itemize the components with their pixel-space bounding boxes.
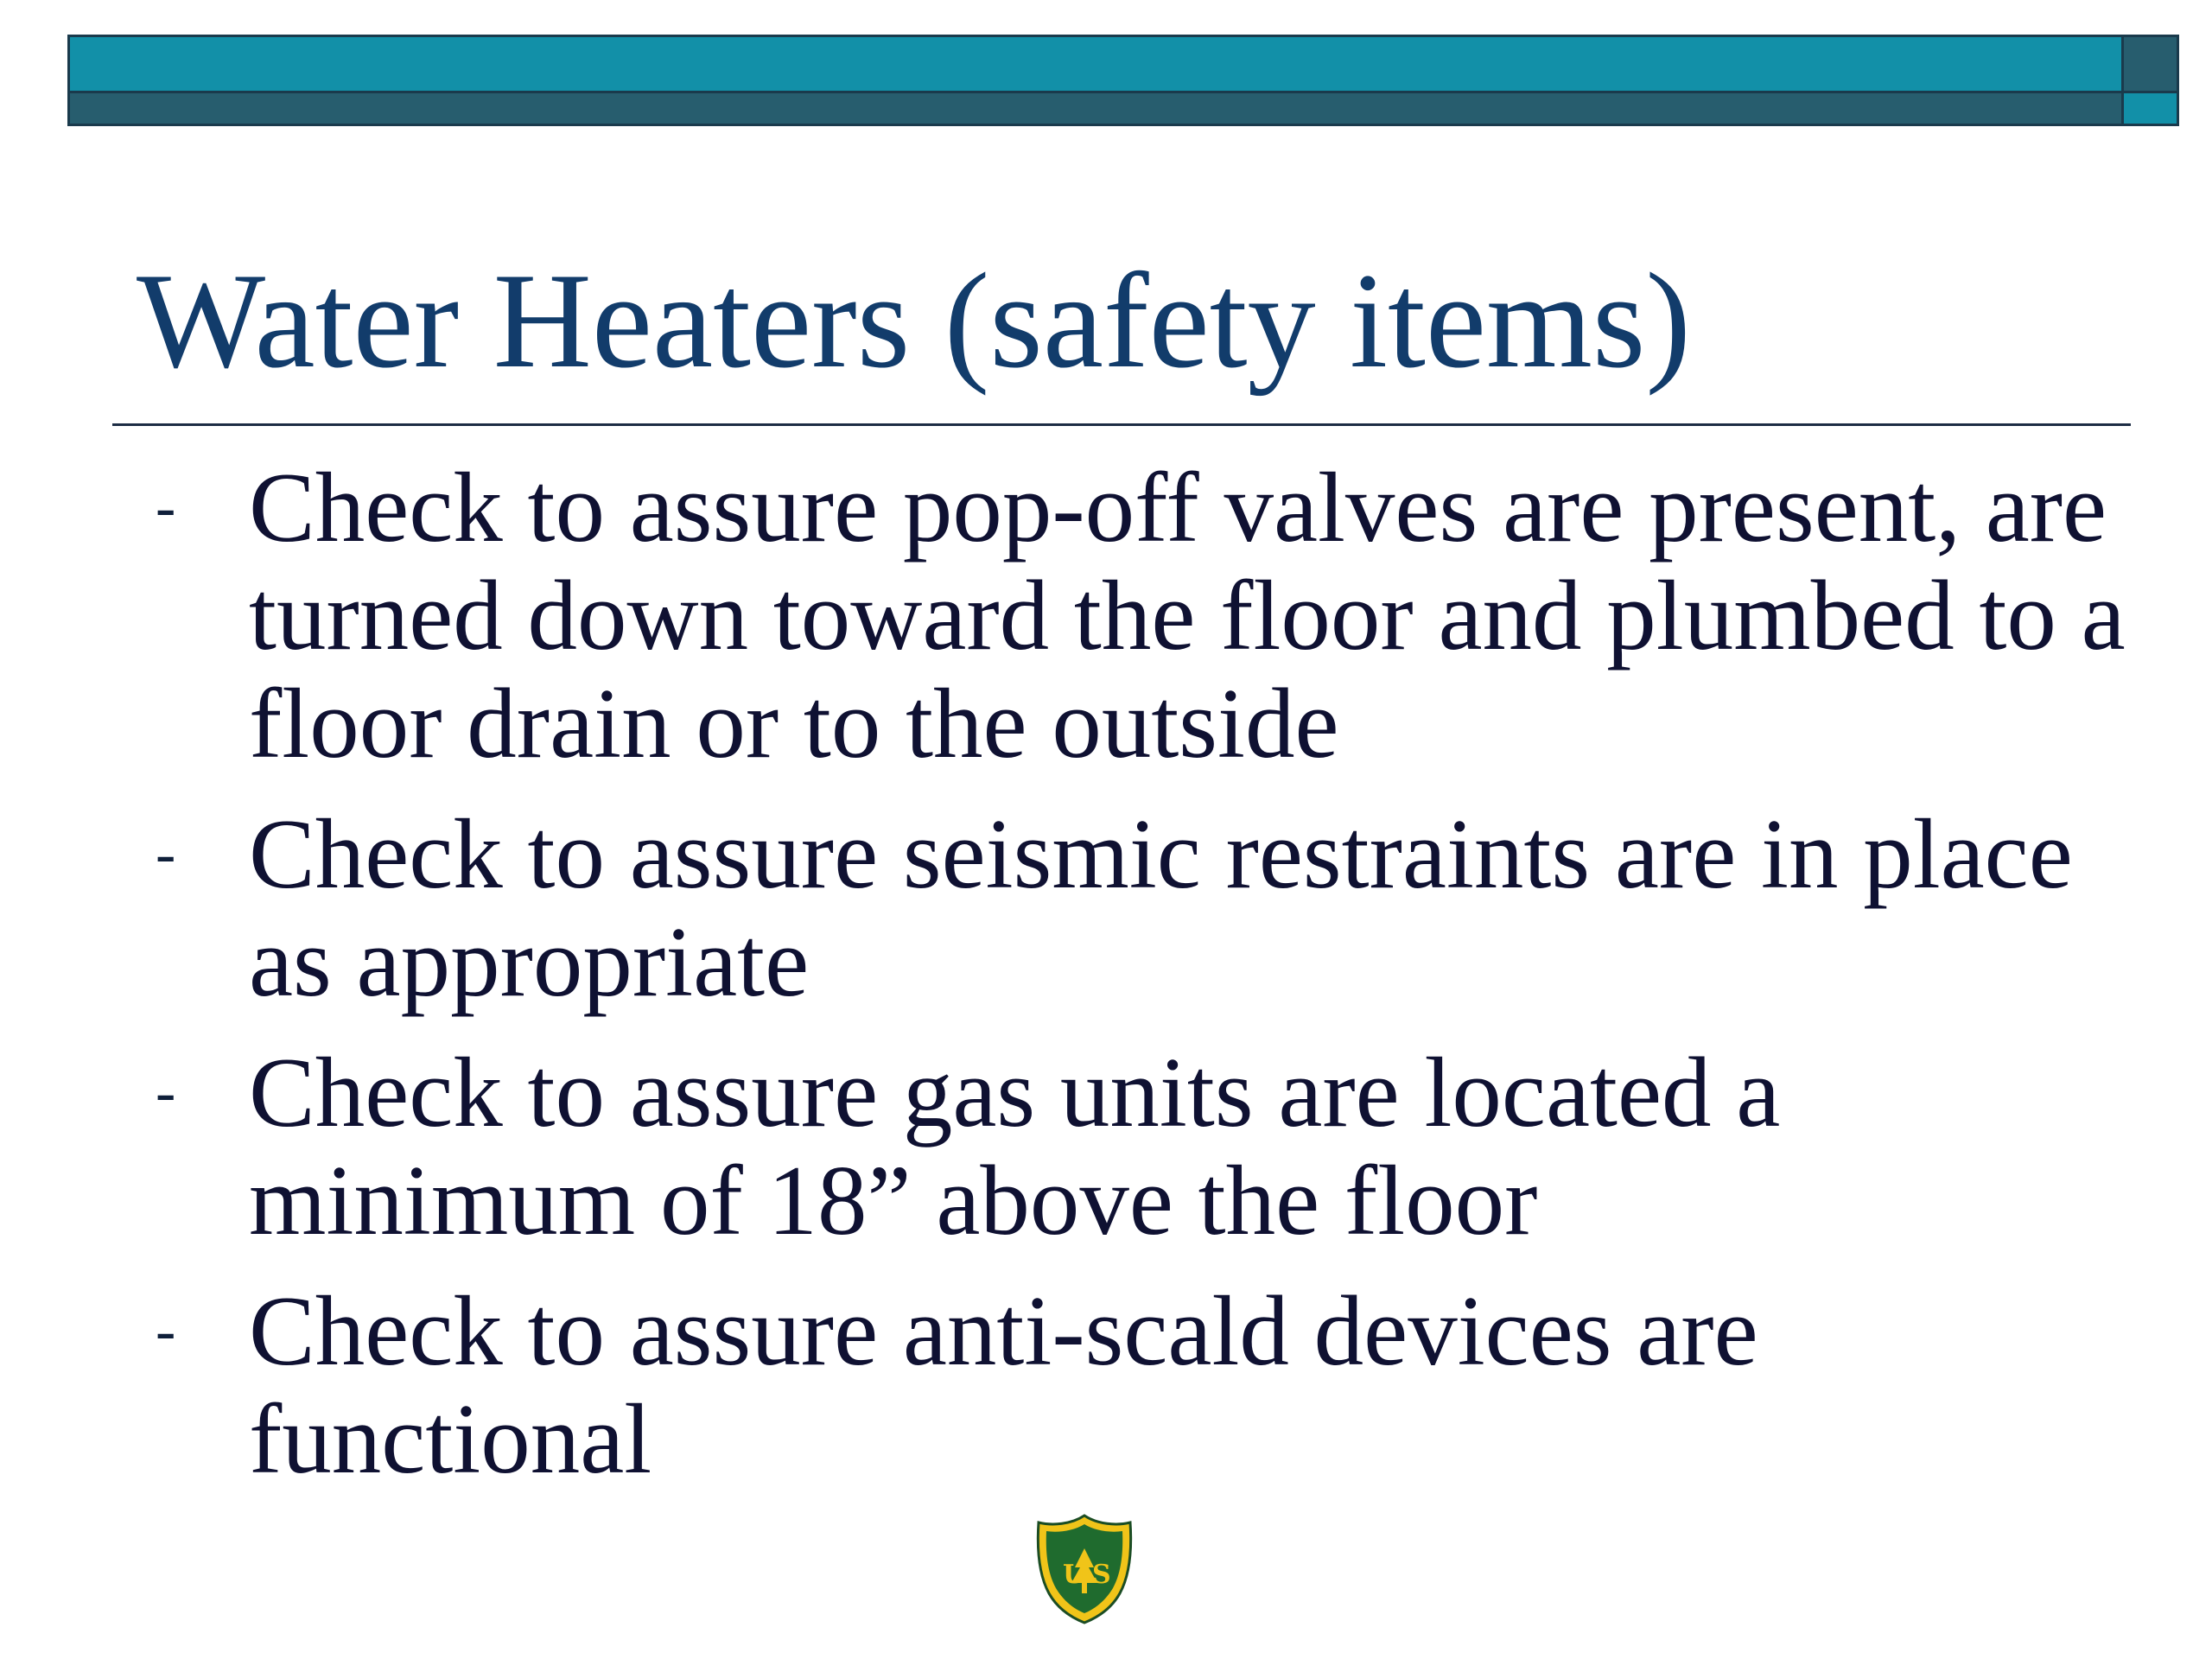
bullet-dash-icon: - (156, 1298, 176, 1364)
bullet-dash-icon: - (156, 821, 176, 887)
header-corner-top (2124, 37, 2177, 93)
bullet-item (156, 800, 2143, 1016)
header-band-upper (70, 37, 2121, 93)
header-corner-bottom (2124, 93, 2177, 124)
bullet-text: Check to assure gas units are located a minimum of 18” above the floor (249, 1038, 1781, 1255)
bullet-text: Check to assure pop-off valves are present, are turned down toward the floor and plumbed to a floor drain or to the outside (249, 453, 2126, 779)
bullet-text: Check to assure anti-scald devices are functional (249, 1276, 1758, 1494)
title-divider (112, 423, 2131, 426)
slide-title: Water Heaters (safety items) (137, 245, 1692, 397)
logo-s-glyph: S (1092, 1560, 1111, 1590)
bullet-list (156, 454, 2143, 1516)
bullet-item (156, 1039, 2143, 1255)
header-band (67, 35, 2179, 126)
logo-u-glyph: U (1063, 1560, 1086, 1590)
bullet-text: Check to assure seismic restraints are in place as appropriate (249, 799, 2073, 1017)
bullet-dash-icon: - (156, 474, 176, 541)
bullet-item (156, 1277, 2143, 1493)
bullet-dash-icon: - (156, 1059, 176, 1126)
header-band-lower (70, 93, 2121, 124)
forest-service-shield-icon (1033, 1514, 1135, 1624)
bullet-item (156, 454, 2143, 778)
